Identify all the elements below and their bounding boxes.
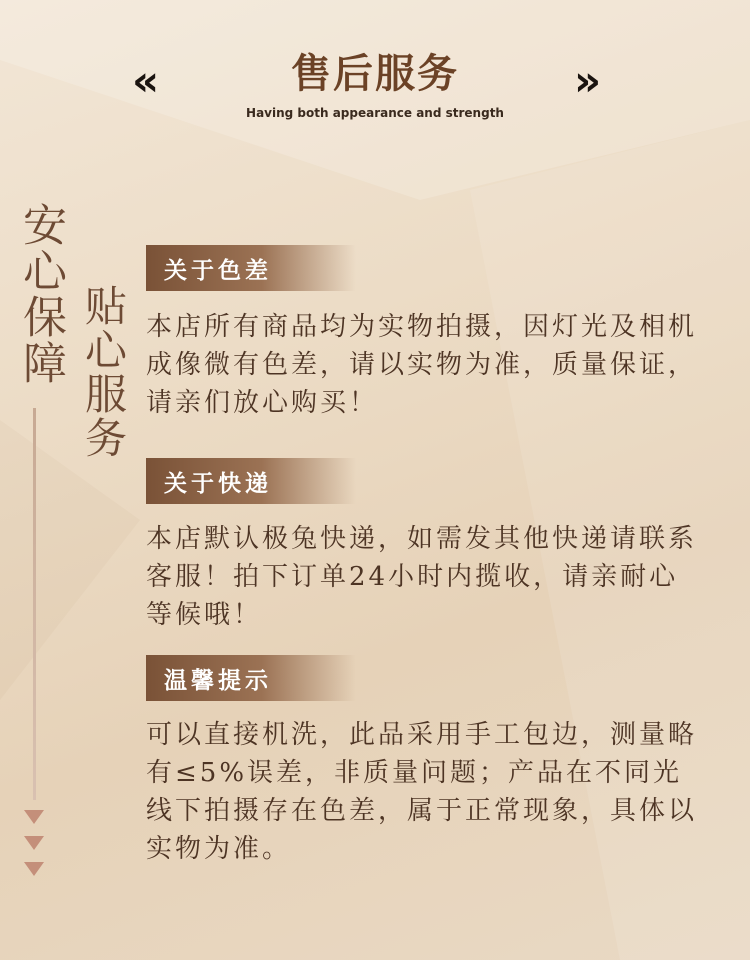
section-heading-color-difference: 关于色差	[146, 245, 356, 291]
section-body-shipping: 本店默认极兔快递，如需发其他快递请联系客服！拍下订单24小时内揽收，请亲耐心等候哦！	[146, 524, 698, 630]
section-heading-shipping: 关于快递	[146, 458, 356, 504]
header	[0, 0, 750, 140]
left-chevron-icon: «	[132, 56, 160, 105]
page-title: 售后服务	[291, 51, 459, 97]
side-text-service: 贴心服务	[79, 284, 128, 460]
section-body-tips: 可以直接机洗，此品采用手工包边，测量略有≤5%误差，非质量问题；产品在不同光线下拍摄存在色差，属于正常现象，具体以实物为准。	[146, 720, 698, 864]
page-subtitle: Having both appearance and strength	[246, 106, 504, 120]
section-body-color-difference: 本店所有商品均为实物拍摄，因灯光及相机成像微有色差，请以实物为准，质量保证，请亲们放心购买！	[146, 312, 698, 418]
down-triangle-icon	[24, 836, 44, 850]
down-triangle-icon	[24, 810, 44, 824]
right-chevron-icon: »	[574, 56, 602, 105]
down-triangle-icon	[24, 862, 44, 876]
side-text-assurance: 安心保障	[15, 202, 66, 386]
side-divider-line	[33, 408, 36, 800]
section-heading-tips: 温馨提示	[146, 655, 356, 701]
